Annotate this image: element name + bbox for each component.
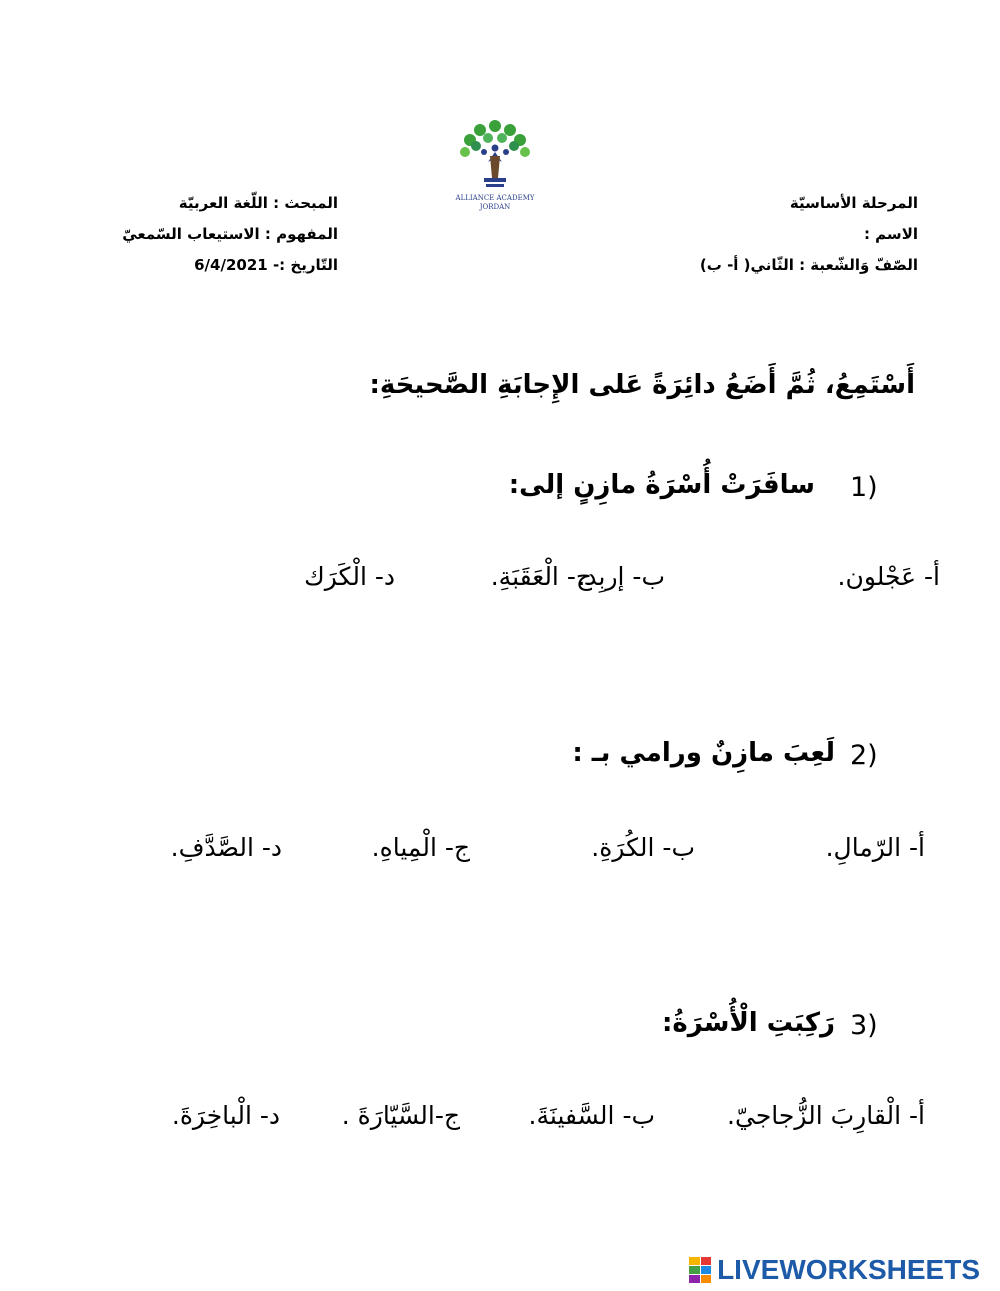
instruction-heading: أَسْتَمِعُ، ثُمَّ أَضَعُ دائِرَةً عَلى الإِجابَةِ الصَّحيحَةِ: xyxy=(369,370,915,400)
q1-option-a[interactable]: أ- عَجْلون. xyxy=(837,562,940,591)
q3-option-a[interactable]: أ- الْقارِبَ الزُّجاجيّ. xyxy=(727,1101,925,1130)
q2-option-b[interactable]: ب- الكُرَةِ. xyxy=(591,833,695,862)
stage-label: المرحلة الأساسيّة xyxy=(789,194,918,212)
q3-option-b[interactable]: ب- السَّفينَةَ. xyxy=(528,1101,655,1130)
student-name-field: الاسم : xyxy=(863,225,918,243)
q1-option-d[interactable]: د- الْكَرَك xyxy=(304,562,395,591)
q1-option-b[interactable]: ب- إربِد. xyxy=(577,562,665,591)
school-logo xyxy=(440,118,550,218)
brand-text: LIVEWORKSHEETS xyxy=(717,1254,980,1285)
liveworksheets-brand xyxy=(689,1250,980,1290)
date-label: التّاريخ :- 6/4/2021 xyxy=(194,256,338,274)
liveworksheets-logo-icon xyxy=(689,1257,711,1283)
question-3-number: 3) xyxy=(850,1010,878,1041)
concept-label: المفهوم : الاستيعاب السّمعيّ xyxy=(122,225,338,243)
q2-option-d[interactable]: د- الصَّدَّفِ. xyxy=(170,833,282,862)
q2-option-a[interactable]: أ- الرّمالِ. xyxy=(825,833,925,862)
logo-text-line2: JORDAN xyxy=(479,203,511,211)
q2-option-c[interactable]: ج- الْمِياهِ. xyxy=(371,833,470,862)
question-2-number: 2) xyxy=(850,740,878,771)
logo-text-line1: ALLIANCE ACADEMY xyxy=(455,194,535,202)
question-2-text: لَعِبَ مازِنٌ ورامي بـ : xyxy=(572,738,835,768)
subject-label: المبحث : اللّغة العربيّة xyxy=(178,194,338,212)
tree-logo-icon xyxy=(440,118,550,196)
q1-option-c[interactable]: ج- الْعَقَبَةِ. xyxy=(490,562,592,591)
question-1-text: سافَرَتْ أُسْرَةُ مازِنٍ إلى: xyxy=(508,470,815,500)
question-3-text: رَكِبَتِ الْأُسْرَةُ: xyxy=(661,1008,835,1038)
class-section-label: الصّفّ وَالشّعبة : الثّاني( أ- ب) xyxy=(699,256,918,274)
question-1-number: 1) xyxy=(850,472,878,503)
q3-option-c[interactable]: ج-السَّيّارَةَ . xyxy=(341,1101,460,1130)
q3-option-d[interactable]: د- الْباخِرَةَ. xyxy=(171,1101,280,1130)
